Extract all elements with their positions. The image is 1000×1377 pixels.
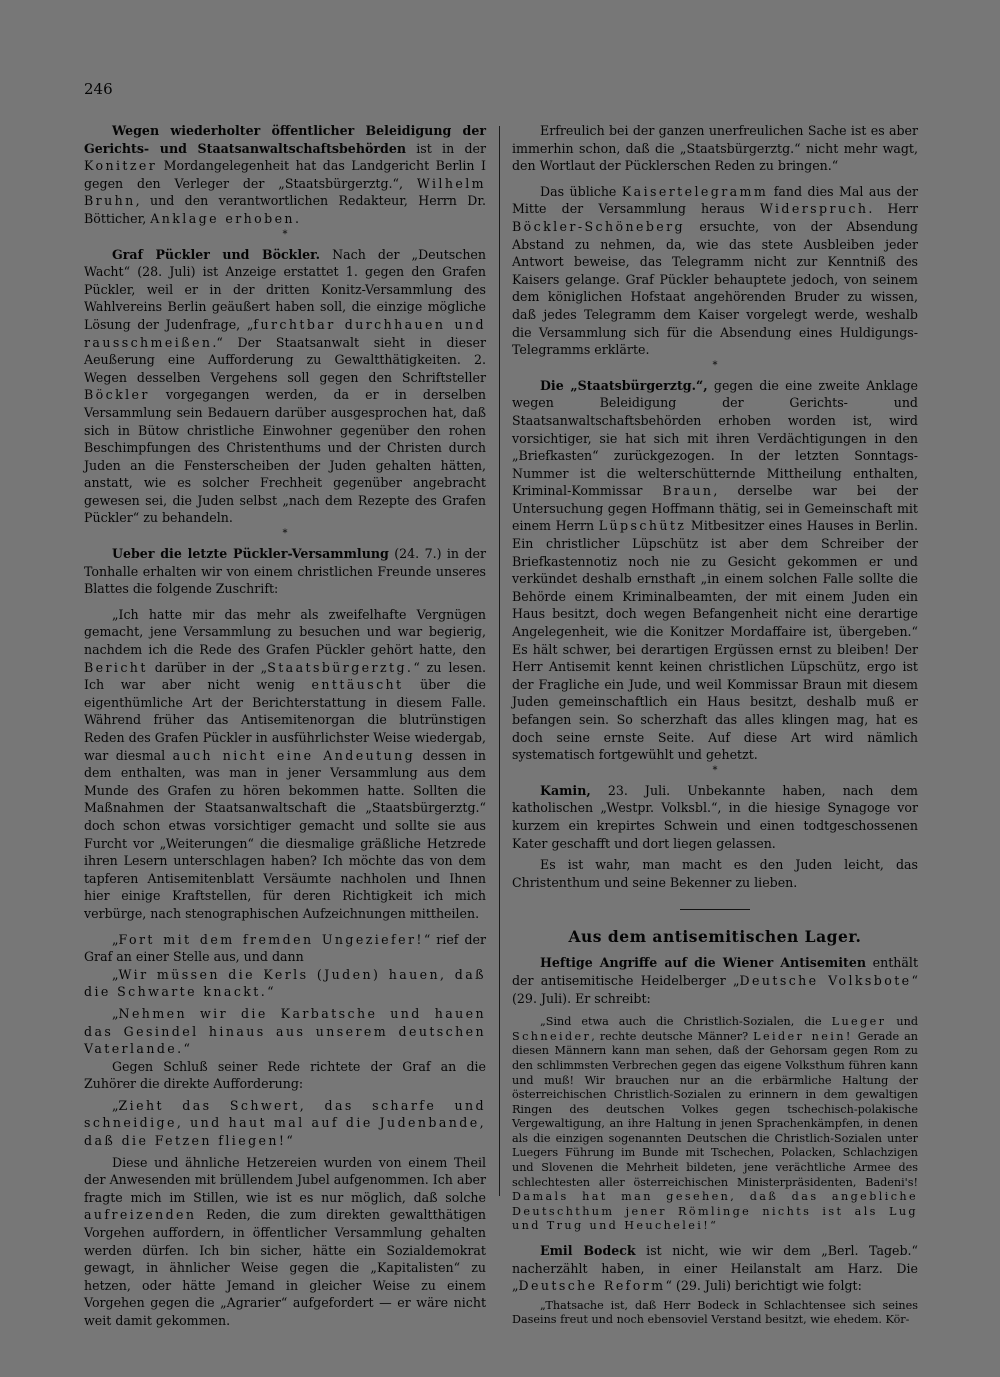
letter-paragraph: Gegen Schluß seiner Rede richtete der Graf an die Zuhörer die direkte Aufforderung: — [84, 1058, 486, 1092]
article-anklage-headline: Wegen wiederholter öffentlicher Beleidigung der Gerichts- und Staatsanwaltschaftsbehörden — [84, 123, 486, 156]
article-staatsbuergerztg: Die „Staatsbürgerztg.“, gegen die eine zweite Anklage wegen Beleidigung der Gerichts- und Staatsanwaltschaftsbehörden erhoben worden ist, wird vorsichtiger, sie hat sich mit ihren Verdächtigungen in den „Briefkasten“ zurückgezogen. In der letzten Sonntags-Nummer ist die welterschütternde Mittheilung enthalten, Kriminal-Kommissar Braun, derselbe war bei der Untersuchung gegen Hoffmann thätig, sei in Gemeinschaft mit einem Herrn Lüpschütz Mitbesitzer eines Hauses in Berlin. Ein christlicher Lüpschütz ist aber dem Schreiber der Briefkastennotiz noch nie zu Gesicht gekommen er und verkündet deshalb ernsthaft „in einem solchen Falle sollte die Behörde einem Kriminalbeamten, der mit einem Juden ein Haus besitzt, doch wegen Befangenheit nicht eine derartige Angelegenheit, wie die Konitzer Mordaffaire ist, übergeben.“ Es hält schwer, bei derartigen Ergüssen ernst zu bleiben! Der Herr Antisemit kennt keinen christlichen Lüpschütz, ergo ist der Fragliche ein Jude, und weil Kommissar Braun mit diesem Juden gemeinschaftlich ein Haus besitzt, deshalb muß er befangen sein. So scherzhaft das alles klingen mag, hat es doch seine ernste Seite. Auf diese Art wird nämlich systematisch fortgewühlt und gehetzt. — [512, 377, 919, 763]
quote-karbatsche: „Nehmen wir die Karbatsche und hauen das Gesindel hinaus aus unserem deutschen Vaterlande.“ — [84, 1005, 486, 1057]
section-title: Aus dem antisemitischen Lager. — [568, 927, 862, 947]
section-divider — [680, 909, 750, 910]
letter-paragraph: Das übliche Kaisertelegramm fand dies Mal aus der Mitte der Versammlung heraus Widerspruch. Herr Böckler-Schöneberg ersuchte, von der Absendung Abstand zu nehmen, da, wie das stete Ausbleiben jeder Antwort beweise, das Telegramm nicht zur Kenntniß des Kaisers gelange. Graf Pückler behauptete jedoch, von seinem dem königlichen Hofstaat angehörenden Bruder zu wissen, daß jedes Telegramm dem Kaiser vorgelegt werde, weshalb die Versammlung sich für die Absendung eines Huldigungs-Telegramms erklärte. — [512, 183, 919, 358]
separator-star: * — [282, 228, 288, 240]
article-pueckler-versammlung: Ueber die letzte Pückler-Versammlung (24. 7.) in der Tonhalle erhalten wir von einem christlichen Freunde unseres Blattes die folgende Zuschrift: — [84, 546, 486, 597]
page-number: 246 — [84, 80, 113, 98]
quote-deutsche-reform: „Thatsache ist, daß Herr Bodeck in Schlachtensee sich seines Daseins freut und noch ebensoviel Verstand besitzt, wie ehedem. Kör- — [512, 1298, 918, 1327]
letter-paragraph: Es ist wahr, man macht es den Juden leicht, das Christenthum und seine Bekenner zu lieben. — [512, 857, 918, 890]
article-emil-bodeck: Emil Bodeck ist nicht, wie wir dem „Berl. Tageb.“ nacherzählt haben, in einer Heilanstalt am Harz. Die „Deutsche Reform“ (29. Juli) berichtigt wie folgt: — [512, 1243, 918, 1294]
letter-paragraph: Diese und ähnliche Hetzereien wurden von einem Theil der Anwesenden mit brüllendem Jubel aufgenommen. Ich aber fragte mich im Stillen, wie ist es nur möglich, daß solche aufreizenden Reden, die zum direkten gewaltthätigen Vorgehen auffordern, in öffentlicher Versammlung gehalten werden dürfen. Ich bin sicher, hätte ein Sozialdemokrat gewagt, in ähnlicher Weise gegen die „Kapitalisten“ zu hetzen, oder hätte Jemand in gleicher Weise zu einem Vorgehen gegen die „Agrarier“ aufgefordert — er wäre nicht weit damit gekommen. — [84, 1154, 486, 1328]
letter-paragraph: „Ich hatte mir das mehr als zweifelhafte Vergnügen gemacht, jene Versammlung zu besuchen und war begierig, nachdem ich die Rede des Grafen Pückler gehört hatte, den Bericht darüber in der „Staatsbürgerztg.“ zu lesen. Ich war aber nicht wenig enttäuscht über die eigenthümliche Art der Berichterstattung in diesem Falle. Während früher das Antisemitenorgan die blutrünstigen Reden des Grafen Pückler in ausführlichster Weise wiedergab, war diesmal auch nicht eine Andeutung dessen in dem enthalten, was man in jener Versammlung aus dem Munde des Grafen zu hören bekommen hatte. Sollten die Maßnahmen der Staatsanwaltschaft die „Staatsbürgerztg.“ doch schon etwas vorsichtiger gemacht und sollte sie aus Furcht vor „Weiterungen“ die diesmalige gräßliche Hetzrede ihren Lesern unterschlagen haben? Ich möchte das von dem tapferen Antisemitenblatt Versäumte nachholen und Ihnen hier einige Kraftstellen, für deren Richtigkeit ich mich verbürge, nach stenographischen Aufzeichnungen mittheilen. — [84, 606, 486, 921]
article-anklage: Wegen wiederholter öffentlicher Beleidigung der Gerichts- und Staatsanwaltschaftsbehörden ist in der Konitzer Mordangelegenheit hat das Landgericht Berlin I gegen den Verleger der „Staatsbürgerztg.“, Wilhelm Bruhn, und den verantwortlichen Redakteur, Herrn Dr. Bötticher, Anklage erhoben. — [84, 123, 486, 226]
quote-schwert: „Zieht das Schwert, das scharfe und schneidige, und haut mal auf die Judenbande, daß die Fetzen fliegen!“ — [84, 1097, 486, 1149]
column-divider — [499, 126, 500, 1196]
article-emil-bodeck-headline: Emil Bodeck — [540, 1243, 636, 1259]
left-column — [84, 122, 486, 1330]
article-kamin: Kamin, 23. Juli. Unbekannte haben, nach dem katholischen „Westpr. Volksbl.“, in die hiesige Synagoge vor kurzem ein krepirtes Schwein und einen todtgeschossenen Kater geschafft und dort liegen gelassen. — [512, 782, 918, 851]
separator-star: * — [282, 528, 288, 540]
quote-kerls: „Wir müssen die Kerls (Juden) hauen, daß die Schwarte knackt.“ — [84, 966, 486, 1000]
article-pueckler-versammlung-headline: Ueber die letzte Pückler-Versammlung — [112, 546, 389, 562]
article-staatsbuergerztg-headline: Die „Staatsbürgerztg.“, — [540, 377, 708, 393]
article-kamin-headline: Kamin, — [540, 782, 591, 798]
quote-volksbote: „Sind etwa auch die Christlich-Sozialen, die Lueger und Schneider, rechte deutsche Männer? Leider nein! Gerade an diesen Männern kann man sehen, daß der Gehorsam gegen Rom zu den schlimmsten Verbrechen gegen das eigene Volksthum führen kann und muß! Wir brauchen nur an die erbärmliche Haltung der österreichischen Christlich-Sozialen zu erinnern in dem gewaltigen Ringen des deutschen Volkes gegen tschechisch-polakische Vergewaltigung, an ihre Haltung in jenen Sprachenkämpfen, in denen als die einzigen sogenannten Deutschen die Christlich-Sozialen unter Luegers Führung im Bunde mit Tschechen, Polacken, Schlachzigen und Slovenen die Mehrheit bildeten, jene verächtliche Armee des schlechtesten aller österreichischen Ministerpräsidenten, Badeni's! Damals hat man gesehen, daß das angebliche Deutschthum jener Römlinge nichts ist als Lug und Trug und Heuchelei!“ — [512, 1015, 918, 1233]
letter-paragraph: Erfreulich bei der ganzen unerfreulichen Sache ist es aber immerhin schon, daß die „Staatsbürgerztg.“ nicht mehr wagt, den Wortlaut der Pücklerschen Reden zu bringen.“ — [512, 123, 918, 174]
separator-star: * — [712, 359, 718, 371]
article-wiener-antisemiten: Heftige Angriffe auf die Wiener Antisemiten enthält der antisemitische Heidelberger „Deutsche Volksbote“ (29. Juli). Er schreibt: — [512, 955, 918, 1006]
quote-ungeziefer: „Fort mit dem fremden Ungeziefer!“ rief der Graf an einer Stelle aus, und dann — [84, 931, 486, 965]
separator-star: * — [712, 764, 718, 776]
right-column — [512, 122, 918, 1328]
article-pueckler-boeckler: Graf Pückler und Böckler. Nach der „Deutschen Wacht“ (28. Juli) ist Anzeige erstattet 1. gegen den Grafen Pückler, weil er in der dritten Konitz-Versammlung des Wahlvereins Berlin geäußert haben soll, die einzige mögliche Lösung der Judenfrage, „furchtbar durchhauen und rausschmeißen.“ Der Staatsanwalt sieht in dieser Aeußerung eine Aufforderung zu Gewaltthätigkeiten. 2. Wegen desselben Vergehens soll gegen den Schriftsteller Böckler vorgegangen werden, da er in derselben Versammlung sein Bedauern darüber ausgesprochen hat, daß sich in Bütow christliche Einwohner gegenüber den rohen Beschimpfungen des Christenthums und der Christen durch Juden an die Fensterscheiben der Juden gehalten hätten, anstatt, wie es solcher Frechheit gegenüber angebracht gewesen sei, die Juden selbst „nach dem Rezepte des Grafen Pückler“ zu behandeln. — [84, 246, 486, 526]
article-pueckler-boeckler-headline: Graf Pückler und Böckler. — [112, 246, 321, 262]
article-wiener-antisemiten-headline: Heftige Angriffe auf die Wiener Antisemiten — [540, 955, 867, 971]
